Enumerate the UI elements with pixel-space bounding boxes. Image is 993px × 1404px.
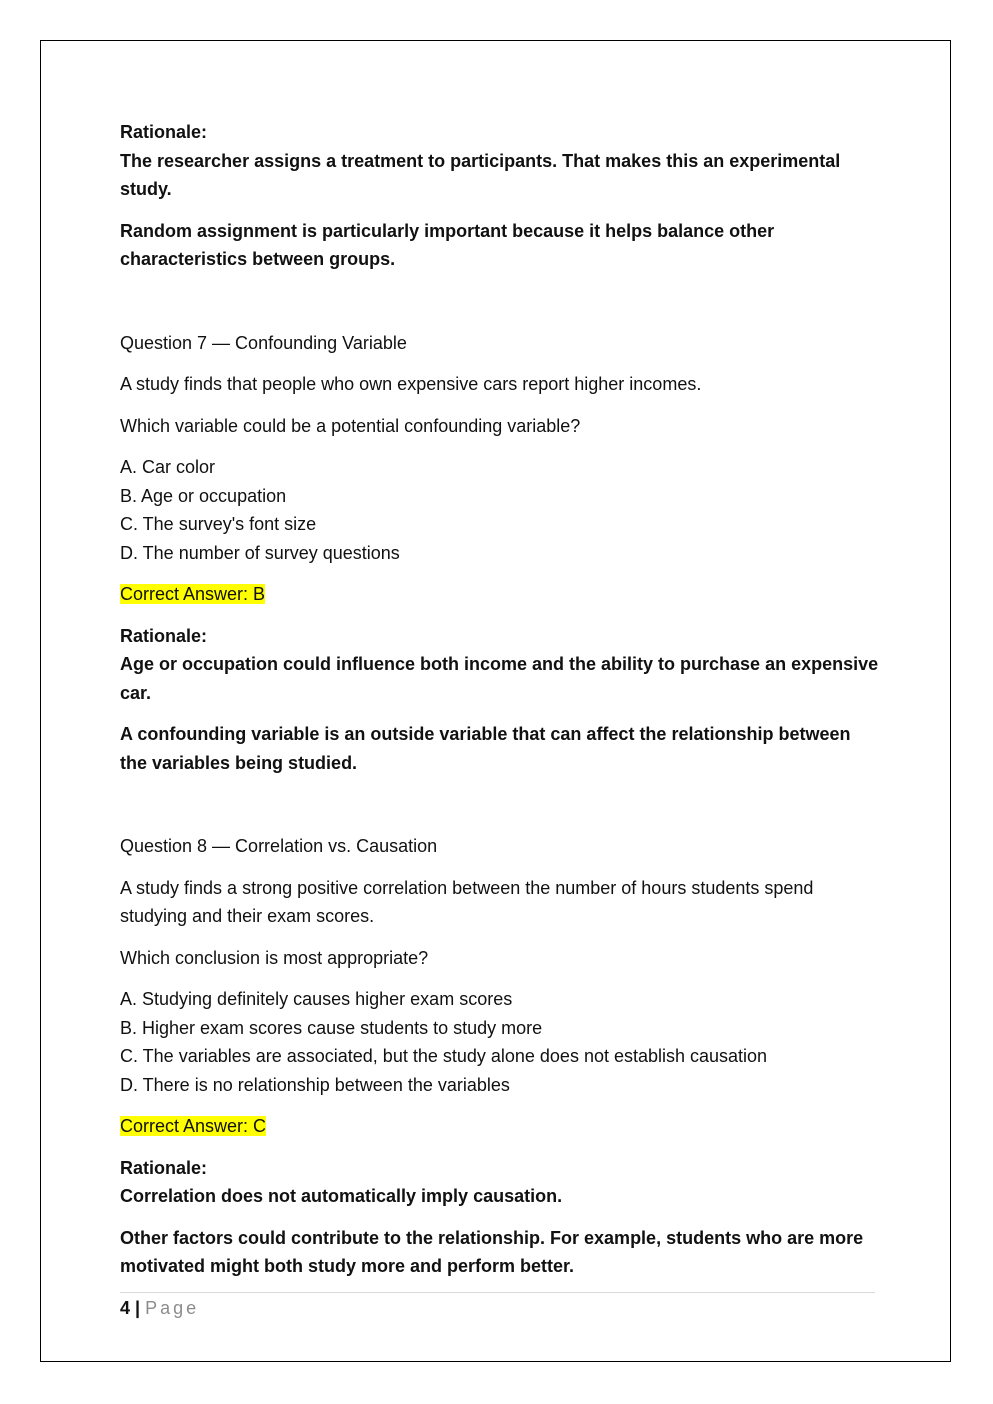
answer-option: C. The survey's font size [120, 514, 317, 534]
question-title: Question 8 — Correlation vs. Causation [120, 836, 438, 856]
answer-option: A. Car color [120, 457, 216, 477]
question-title: Question 7 — Confounding Variable [120, 332, 407, 353]
question-stem: A study finds that people who own expensive cars report higher incomes. [120, 374, 702, 394]
question-stem: A study finds a strong positive correlation between the number of hours students spend studying and their exam scores. [120, 877, 814, 926]
rationale-text: Age or occupation could influence both income and the ability to purchase an expensive car. [120, 654, 879, 703]
answer-option: D. The number of survey questions [120, 542, 400, 563]
question-prompt: Which conclusion is most appropriate? [120, 947, 429, 968]
page-footer [120, 1295, 199, 1321]
answer-option: D. There is no relationship between the variables [120, 1074, 510, 1095]
page-number: 4 [120, 1298, 131, 1318]
rationale-heading: Rationale: [120, 1157, 208, 1178]
correct-answer-highlight: Correct Answer: B [120, 584, 266, 604]
footer-divider [120, 1292, 875, 1293]
answer-option: B. Age or occupation [120, 485, 287, 506]
page-label: Page [145, 1298, 200, 1318]
correct-answer-highlight: Correct Answer: C [120, 1116, 267, 1136]
answer-option: C. The variables are associated, but the study alone does not establish causation [120, 1046, 768, 1066]
answer-option: A. Studying definitely causes higher exam scores [120, 989, 513, 1009]
rationale-text: A confounding variable is an outside variable that can affect the relationship between the variables being studied. [120, 724, 851, 773]
answer-options [120, 453, 880, 567]
rationale-heading: Rationale: [120, 625, 208, 646]
answer-option: B. Higher exam scores cause students to study more [120, 1017, 543, 1038]
rationale-text: Correlation does not automatically imply causation. [120, 1186, 563, 1206]
question-prompt: Which variable could be a potential confounding variable? [120, 415, 581, 436]
question-6-rationale [120, 118, 880, 274]
rationale-text: The researcher assigns a treatment to participants. That makes this an experimental study. [120, 150, 841, 199]
rationale-text: Other factors could contribute to the relationship. For example, students who are more motivated might both study more and perform better. [120, 1227, 864, 1276]
rationale-text: Random assignment is particularly important because it helps balance other characteristics between groups. [120, 220, 775, 269]
question-7 [120, 329, 880, 778]
question-8 [120, 832, 880, 1281]
rationale-heading: Rationale: [120, 122, 208, 142]
document-body [120, 118, 880, 1281]
page-separator: | [130, 1298, 146, 1318]
answer-options [120, 985, 880, 1099]
